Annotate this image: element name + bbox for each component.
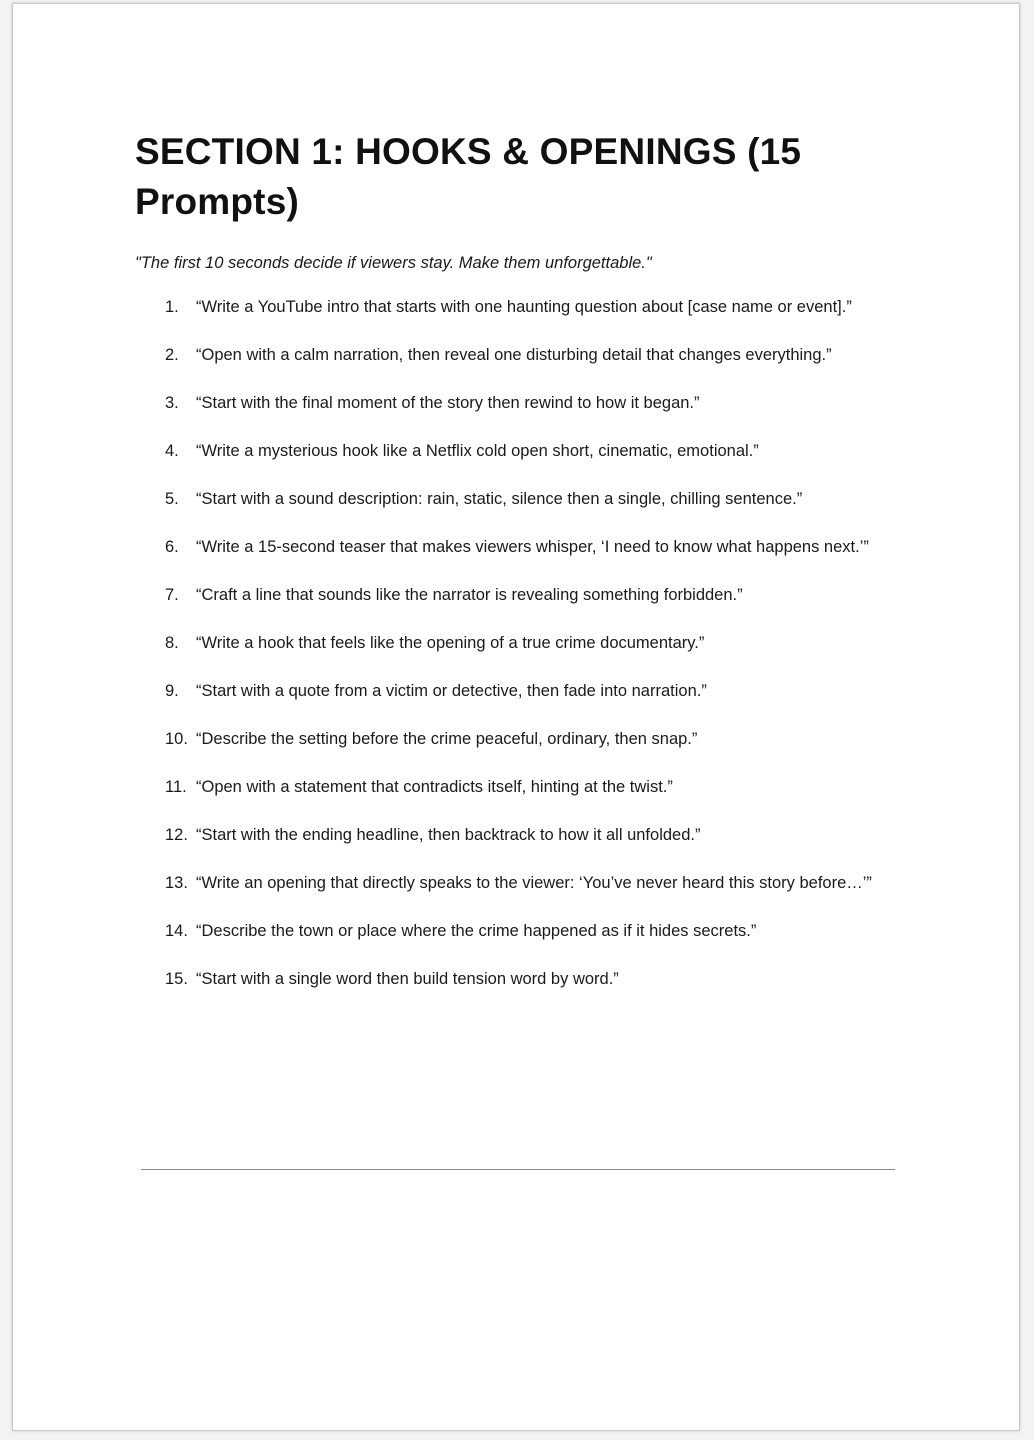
prompt-number: 14. [165,922,188,940]
prompt-number: 4. [165,442,179,460]
prompt-number: 12. [165,826,188,844]
prompt-item [165,775,905,800]
prompt-number: 8. [165,634,179,652]
prompt-text: “Write an opening that directly speaks to the viewer: ‘You’ve never heard this story before…’” [196,874,872,892]
prompt-text: “Start with a sound description: rain, static, silence then a single, chilling sentence.” [196,490,803,508]
prompt-number: 6. [165,538,179,556]
prompt-item [165,535,905,560]
prompt-number: 9. [165,682,179,700]
prompt-text: “Start with a single word then build tension word by word.” [196,970,619,988]
prompt-item [165,391,905,416]
prompt-item [165,967,905,992]
section-title: SECTION 1: HOOKS & OPENINGS (15 Prompts) [135,131,802,222]
prompt-text: “Start with a quote from a victim or detective, then fade into narration.” [196,682,707,700]
prompt-number: 2. [165,346,179,364]
prompt-text: “Write a YouTube intro that starts with one haunting question about [case name or event].” [196,298,852,316]
prompt-item [165,823,905,848]
prompt-list [165,295,905,1015]
prompt-item [165,583,905,608]
prompt-number: 10. [165,730,188,748]
prompt-number: 5. [165,490,179,508]
prompt-text: “Open with a calm narration, then reveal one disturbing detail that changes everything.” [196,346,832,364]
prompt-item [165,871,905,896]
prompt-text: “Craft a line that sounds like the narrator is revealing something forbidden.” [196,586,743,604]
prompt-item [165,343,905,368]
document-page [12,3,1020,1431]
prompt-item [165,631,905,656]
prompt-text: “Write a mysterious hook like a Netflix cold open short, cinematic, emotional.” [196,442,759,460]
prompt-item [165,295,905,320]
prompt-text: “Start with the final moment of the story then rewind to how it began.” [196,394,700,412]
prompt-item [165,439,905,464]
prompt-text: “Write a 15-second teaser that makes viewers whisper, ‘I need to know what happens next.’” [196,538,869,556]
prompt-number: 15. [165,970,188,988]
section-subtitle: "The first 10 seconds decide if viewers stay. Make them unforgettable." [135,254,652,272]
prompt-number: 11. [165,778,187,796]
prompt-number: 1. [165,298,179,316]
prompt-text: “Describe the town or place where the crime happened as if it hides secrets.” [196,922,757,940]
prompt-text: “Open with a statement that contradicts itself, hinting at the twist.” [196,778,673,796]
prompt-item [165,487,905,512]
prompt-text: “Describe the setting before the crime peaceful, ordinary, then snap.” [196,730,698,748]
horizontal-divider [141,1169,895,1170]
prompt-item [165,919,905,944]
prompt-number: 7. [165,586,179,604]
prompt-text: “Write a hook that feels like the opening of a true crime documentary.” [196,634,705,652]
prompt-item [165,679,905,704]
prompt-text: “Start with the ending headline, then backtrack to how it all unfolded.” [196,826,701,844]
prompt-item [165,727,905,752]
prompt-number: 13. [165,874,188,892]
prompt-number: 3. [165,394,179,412]
